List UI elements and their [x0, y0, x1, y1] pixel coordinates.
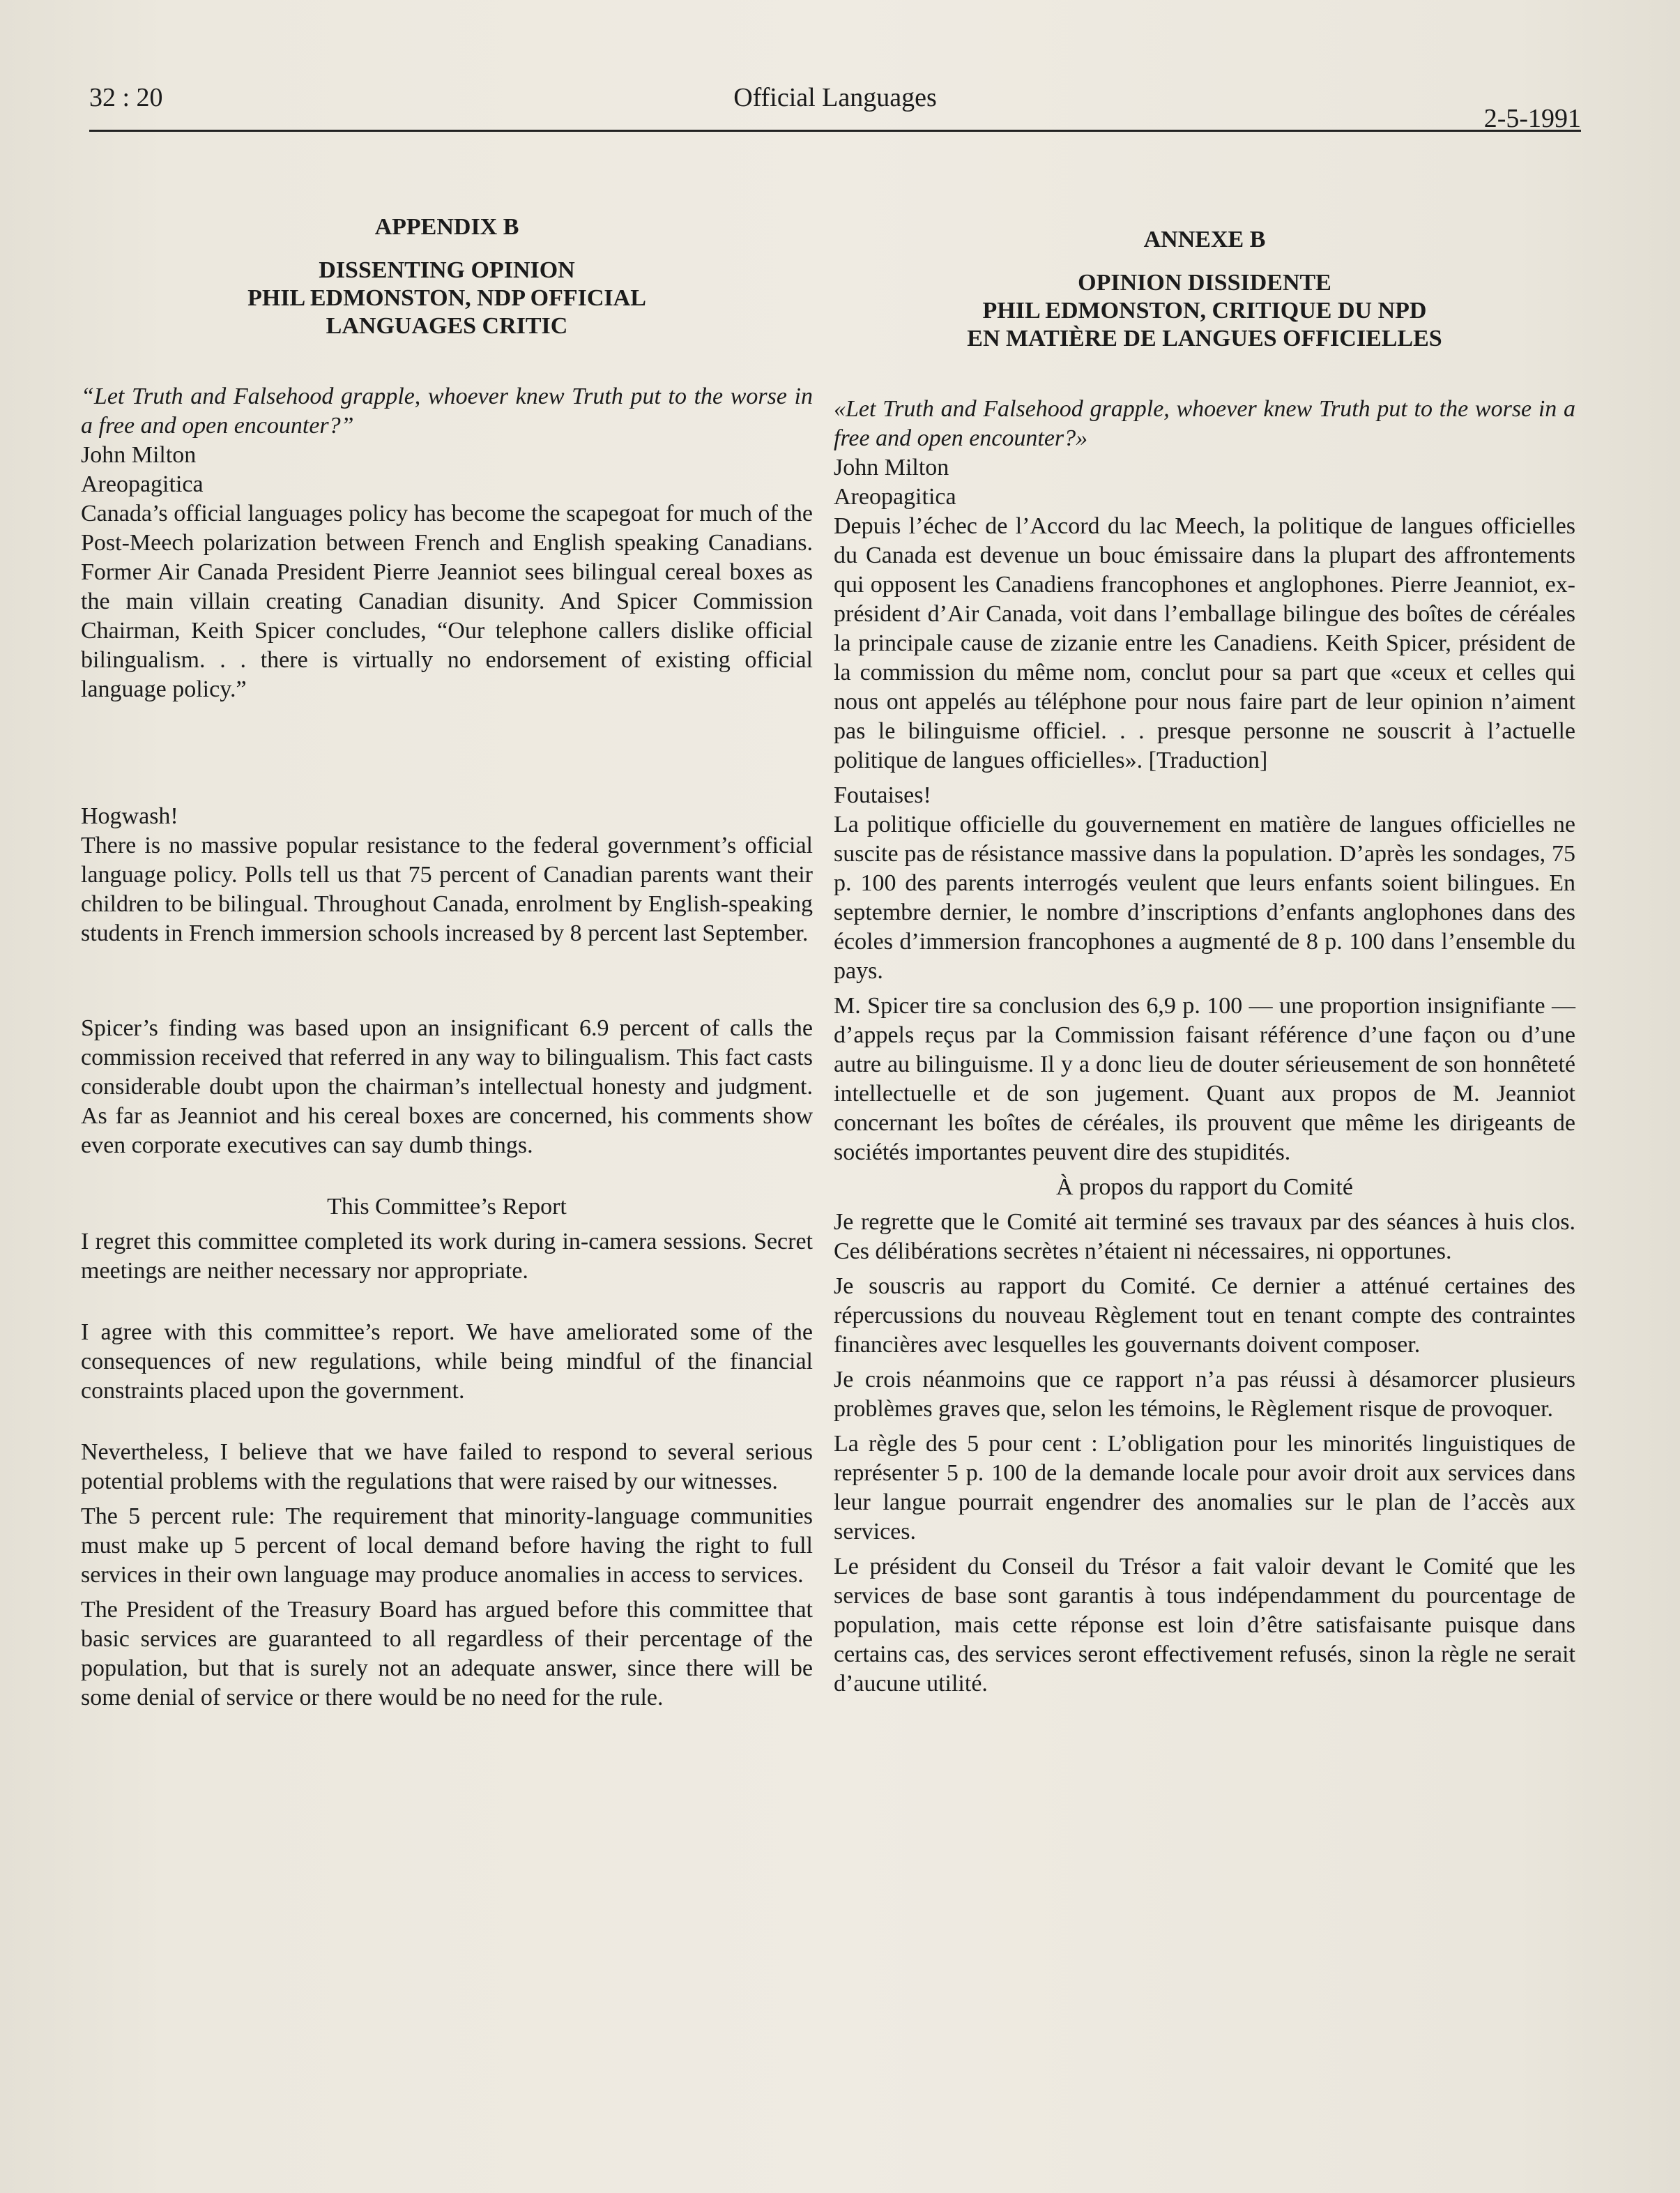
heading-line-1: DISSENTING OPINION — [319, 257, 575, 283]
paragraph-8: Le président du Conseil du Trésor a fait valoir devant le Comité que les services de base sont garantis à tous indépendamment du pourcentage de population, mais cette réponse est loin d’être satisfaisante puisque dans certains cas, des services seront effectivement refusés, sinon la règle ne serait d’aucune utilité. — [834, 1554, 1575, 1697]
issue-date: 2-5-1991 — [1483, 104, 1581, 133]
paragraph-5: Je souscris au rapport du Comité. Ce dernier a atténué certaines des répercussions du nouveau Règlement tout en tenant compte des contraintes financières avec lesquelles les gouvernants doivent composer. — [834, 1273, 1575, 1358]
french-column — [834, 226, 1575, 1704]
paragraph-3: Spicer’s finding was based upon an insignificant 6.9 percent of calls the commission received that referred in any way to bilingualism. This fact casts considerable doubt upon the chairman’s intellectual honesty and judgment. As far as Jeanniot and his cereal boxes are concerned, his comments show even corporate executives can say dumb things. — [81, 1015, 813, 1158]
paragraph-8: The President of the Treasury Board has argued before this committee that basic services are guaranteed to all regardless of their percentage of the population, but that is surely not an adequate answer, since there will be some denial of service or there would be no need for the rule. — [81, 1597, 813, 1710]
heading-line-2: PHIL EDMONSTON, NDP OFFICIAL — [247, 285, 646, 311]
paragraph-4: I regret this committee completed its work during in-camera sessions. Secret meetings are neither necessary nor appropriate. — [81, 1229, 813, 1284]
english-heading — [81, 213, 813, 340]
paragraph-2: There is no massive popular resistance to the federal government’s official language policy. Polls tell us that 75 percent of Canadian parents want their children to be bilingual. Throughout Canada, enrolment by English-speaking students in French immersion schools increased by 8 percent last September. — [81, 833, 813, 946]
section-subheading: À propos du rapport du Comité — [1056, 1174, 1353, 1200]
heading-line-3: EN MATIÈRE DE LANGUES OFFICIELLES — [967, 326, 1442, 351]
epigraph-source: Areopagitica — [81, 471, 204, 497]
paragraph-7: La règle des 5 pour cent : L’obligation pour les minorités linguistiques de représenter 5 p. 100 de la demande locale pour avoir droit aux services dans leur langue pourrait engendrer des anomalies sur le plan de l’accès aux services. — [834, 1431, 1575, 1545]
epigraph-quote: “Let Truth and Falsehood grapple, whoever knew Truth put to the worse in a free and open encounter?” — [81, 384, 813, 439]
appendix-label: APPENDIX B — [374, 214, 519, 240]
exclamation: Hogwash! — [81, 803, 178, 829]
english-column — [81, 213, 813, 1718]
exclamation: Foutaises! — [834, 782, 931, 808]
paragraph-1: Depuis l’échec de l’Accord du lac Meech, la politique de langues officielles du Canada est devenue un bouc émissaire dans la plupart des affrontements qui opposent les Canadiens francophones et anglophones. Pierre Jeanniot, ex-président d’Air Canada, voit dans l’emballage bilingue des boîtes de céréales la principale cause de zizanie entre les Canadiens. Keith Spicer, président de la commission du même nom, conclut pour sa part que «ceux et celles qui nous ont appelés au téléphone pour nous faire part de leur opinion n’aiment pas le bilinguisme officiel. . . presque personne ne souscrit à l’actuelle politique de langues officielles». [Traduction] — [834, 513, 1575, 773]
section-subheading: This Committee’s Report — [327, 1194, 567, 1220]
epigraph-author: John Milton — [834, 455, 949, 480]
heading-line-2: PHIL EDMONSTON, CRITIQUE DU NPD — [982, 298, 1427, 324]
header-rule — [89, 130, 1581, 132]
heading-line-1: OPINION DISSIDENTE — [1078, 270, 1331, 296]
page-header — [89, 82, 1581, 138]
paragraph-7: The 5 percent rule: The requirement that minority-language communities must make up 5 percent of local demand before having the right to full services in their own language may produce anomalies in access to services. — [81, 1503, 813, 1588]
publication-title: Official Languages — [733, 83, 937, 112]
page-number: 32 : 20 — [89, 83, 163, 112]
epigraph-author: John Milton — [81, 442, 197, 468]
paragraph-6: Je crois néanmoins que ce rapport n’a pas réussi à désamorcer plusieurs problèmes graves que, selon les témoins, le Règlement risque de provoquer. — [834, 1367, 1575, 1422]
paragraph-3: M. Spicer tire sa conclusion des 6,9 p. 100 — une proportion insignifiante — d’appels reçus par la Commission faisant référence d’une façon ou d’une autre au bilinguisme. Il y a donc lieu de douter sérieusement de son honnêteté intellectuelle et de son jugement. Quant aux propos de M. Jeanniot concernant les boîtes de céréales, ils prouvent que même les dirigeants de sociétés importantes peuvent dire des stupidités. — [834, 993, 1575, 1165]
epigraph-source: Areopagitica — [834, 484, 956, 510]
french-heading — [834, 226, 1575, 353]
paragraph-2: La politique officielle du gouvernement en matière de langues officielles ne suscite pas de résistance massive dans la population. D’après les sondages, 75 p. 100 des parents interrogés veulent que leurs enfants soient bilingues. En septembre dernier, le nombre d’inscriptions d’enfants anglophones dans des écoles d’immersion francophones a augmenté de 8 p. 100 dans l’ensemble du pays. — [834, 812, 1575, 984]
paragraph-1: Canada’s official languages policy has become the scapegoat for much of the Post-Meech polarization between French and English speaking Canadians. Former Air Canada President Pierre Jeanniot sees bilingual cereal boxes as the main villain creating Canadian disunity. And Spicer Commission Chairman, Keith Spicer concludes, “Our telephone callers dislike official bilingualism. . . there is virtually no endorsement of existing official language policy.” — [81, 501, 813, 702]
epigraph-quote: «Let Truth and Falsehood grapple, whoever knew Truth put to the worse in a free and open encounter?» — [834, 396, 1575, 451]
annexe-label: ANNEXE B — [1143, 227, 1266, 252]
paragraph-5: I agree with this committee’s report. We have ameliorated some of the consequences of new regulations, while being mindful of the financial constraints placed upon the government. — [81, 1319, 813, 1404]
paragraph-4: Je regrette que le Comité ait terminé ses travaux par des séances à huis clos. Ces délibérations secrètes n’étaient ni nécessaires, ni opportunes. — [834, 1209, 1575, 1264]
heading-line-3: LANGUAGES CRITIC — [326, 313, 568, 339]
paragraph-6: Nevertheless, I believe that we have failed to respond to several serious potential problems with the regulations that were raised by our witnesses. — [81, 1439, 813, 1494]
